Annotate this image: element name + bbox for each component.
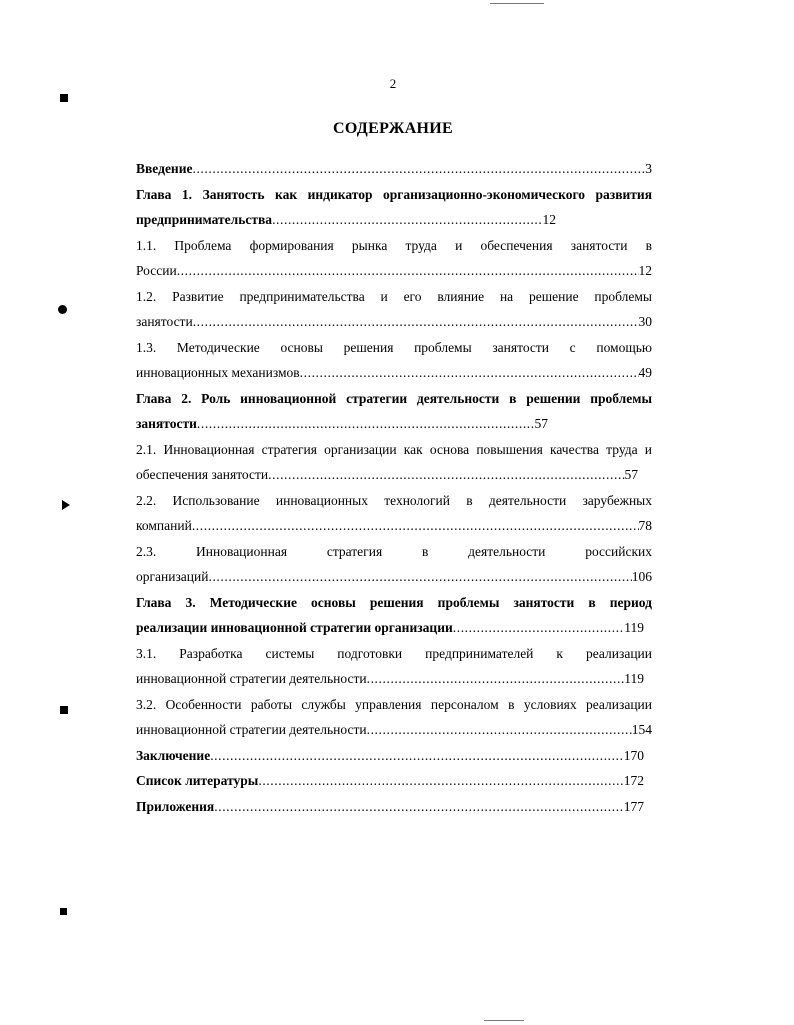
toc-page-number: 12 bbox=[542, 212, 556, 227]
scan-artifact-line bbox=[490, 3, 544, 4]
toc-entry-appendix[interactable] bbox=[136, 794, 652, 820]
dot-leader bbox=[453, 615, 625, 641]
toc-page-number: 154 bbox=[631, 722, 652, 737]
toc-entry-label: 1.3. Методические основы решения проблемы занятости с помощью bbox=[136, 339, 652, 355]
toc-entry-section-1-2[interactable] bbox=[136, 284, 652, 335]
punch-hole-mark bbox=[58, 305, 67, 314]
toc-entry-label-continued: организаций bbox=[136, 569, 209, 584]
dot-leader bbox=[367, 717, 632, 743]
toc-entry-section-3-2[interactable] bbox=[136, 692, 652, 743]
toc-entry-conclusion[interactable] bbox=[136, 743, 652, 769]
toc-entry-label-continued: занятости bbox=[136, 314, 193, 329]
dot-leader bbox=[208, 564, 631, 590]
toc-entry-label: 3.2. Особенности работы службы управления персоналом в условиях реализации bbox=[136, 696, 652, 712]
toc-entry-label: Глава 2. Роль инновационной стратегии деятельности в решении проблемы bbox=[136, 390, 652, 406]
toc-entry-label-continued: инновационных механизмов bbox=[136, 365, 300, 380]
toc-page-number: 3 bbox=[645, 161, 652, 176]
binding-mark bbox=[60, 908, 67, 915]
toc-page-number: 106 bbox=[631, 569, 652, 584]
toc-entry-label-continued: инновационной стратегии деятельности bbox=[136, 722, 367, 737]
toc-page-number: 172 bbox=[623, 773, 644, 788]
dot-leader bbox=[192, 156, 645, 182]
scan-artifact-line bbox=[484, 1020, 524, 1021]
dot-leader bbox=[192, 513, 639, 539]
toc-entry-section-1-1[interactable] bbox=[136, 233, 652, 284]
toc-entry-label-continued: инновационной стратегии деятельности bbox=[136, 671, 367, 686]
toc-entry-label: 3.1. Разработка системы подготовки предпринимателей к реализации bbox=[136, 645, 652, 661]
toc-entry-label: Глава 1. Занятость как индикатор организационно-экономического развития bbox=[136, 186, 652, 202]
dot-leader bbox=[214, 794, 624, 820]
toc-page-number: 119 bbox=[624, 671, 644, 686]
binding-mark bbox=[60, 706, 68, 714]
dot-leader bbox=[300, 360, 639, 386]
toc-page-number: 119 bbox=[624, 620, 644, 635]
toc-page-number: 57 bbox=[624, 467, 638, 482]
toc-entry-label-continued: предпринимательства bbox=[136, 212, 273, 227]
toc-entry-section-1-3[interactable] bbox=[136, 335, 652, 386]
toc-entry-label-continued: обеспечения занятости bbox=[136, 467, 269, 482]
table-of-contents bbox=[136, 156, 652, 819]
toc-page-number: 12 bbox=[638, 263, 652, 278]
toc-entry-label: 1.1. Проблема формирования рынка труда и обеспечения занятости в bbox=[136, 237, 652, 253]
toc-entry-chapter-3[interactable] bbox=[136, 590, 652, 641]
toc-entry-section-2-1[interactable] bbox=[136, 437, 652, 488]
dot-leader bbox=[258, 768, 623, 794]
toc-page-number: 49 bbox=[638, 365, 652, 380]
page-number: 2 bbox=[389, 76, 397, 91]
page-title: СОДЕРЖАНИЕ bbox=[332, 120, 454, 137]
dot-leader bbox=[193, 309, 639, 335]
binding-mark bbox=[60, 94, 68, 102]
toc-entry-section-2-3[interactable] bbox=[136, 539, 652, 590]
toc-entry-label: Заключение bbox=[136, 747, 211, 763]
toc-entry-label: Глава 3. Методические основы решения проблемы занятости в период bbox=[136, 594, 652, 610]
toc-entry-label-continued: России bbox=[136, 263, 177, 278]
toc-entry-section-2-2[interactable] bbox=[136, 488, 652, 539]
dot-leader bbox=[367, 666, 625, 692]
toc-entry-label: Приложения bbox=[136, 798, 215, 814]
toc-entry-label: Список литературы bbox=[136, 773, 259, 788]
dot-leader bbox=[197, 411, 535, 437]
toc-entry-label: Введение bbox=[136, 161, 193, 176]
toc-entry-introduction[interactable] bbox=[136, 156, 652, 182]
dot-leader bbox=[272, 207, 542, 233]
toc-entry-label-continued: компаний bbox=[136, 518, 192, 533]
toc-entry-label: 2.3. Инновационная стратегия в деятельности российских bbox=[136, 543, 652, 559]
toc-entry-section-3-1[interactable] bbox=[136, 641, 652, 692]
toc-page-number: 170 bbox=[623, 747, 644, 763]
toc-page-number: 57 bbox=[534, 416, 548, 431]
binding-mark bbox=[62, 500, 70, 510]
toc-entry-chapter-1[interactable] bbox=[136, 182, 652, 233]
toc-entry-literature[interactable] bbox=[136, 768, 652, 794]
toc-entry-label-continued: занятости bbox=[136, 416, 197, 431]
toc-page-number: 78 bbox=[638, 518, 652, 533]
toc-page-number: 177 bbox=[623, 798, 644, 814]
toc-entry-chapter-2[interactable] bbox=[136, 386, 652, 437]
dot-leader bbox=[177, 258, 639, 284]
toc-entry-label-continued: реализации инновационной стратегии организации bbox=[136, 620, 453, 635]
dot-leader bbox=[210, 743, 624, 769]
dot-leader bbox=[268, 462, 624, 488]
toc-page-number: 30 bbox=[638, 314, 652, 329]
toc-entry-label: 2.1. Инновационная стратегия организации как основа повышения качества труда и bbox=[136, 441, 652, 457]
toc-entry-label: 2.2. Использование инновационных технологий в деятельности зарубежных bbox=[136, 492, 652, 508]
toc-entry-label: 1.2. Развитие предпринимательства и его влияние на решение проблемы bbox=[136, 288, 652, 304]
